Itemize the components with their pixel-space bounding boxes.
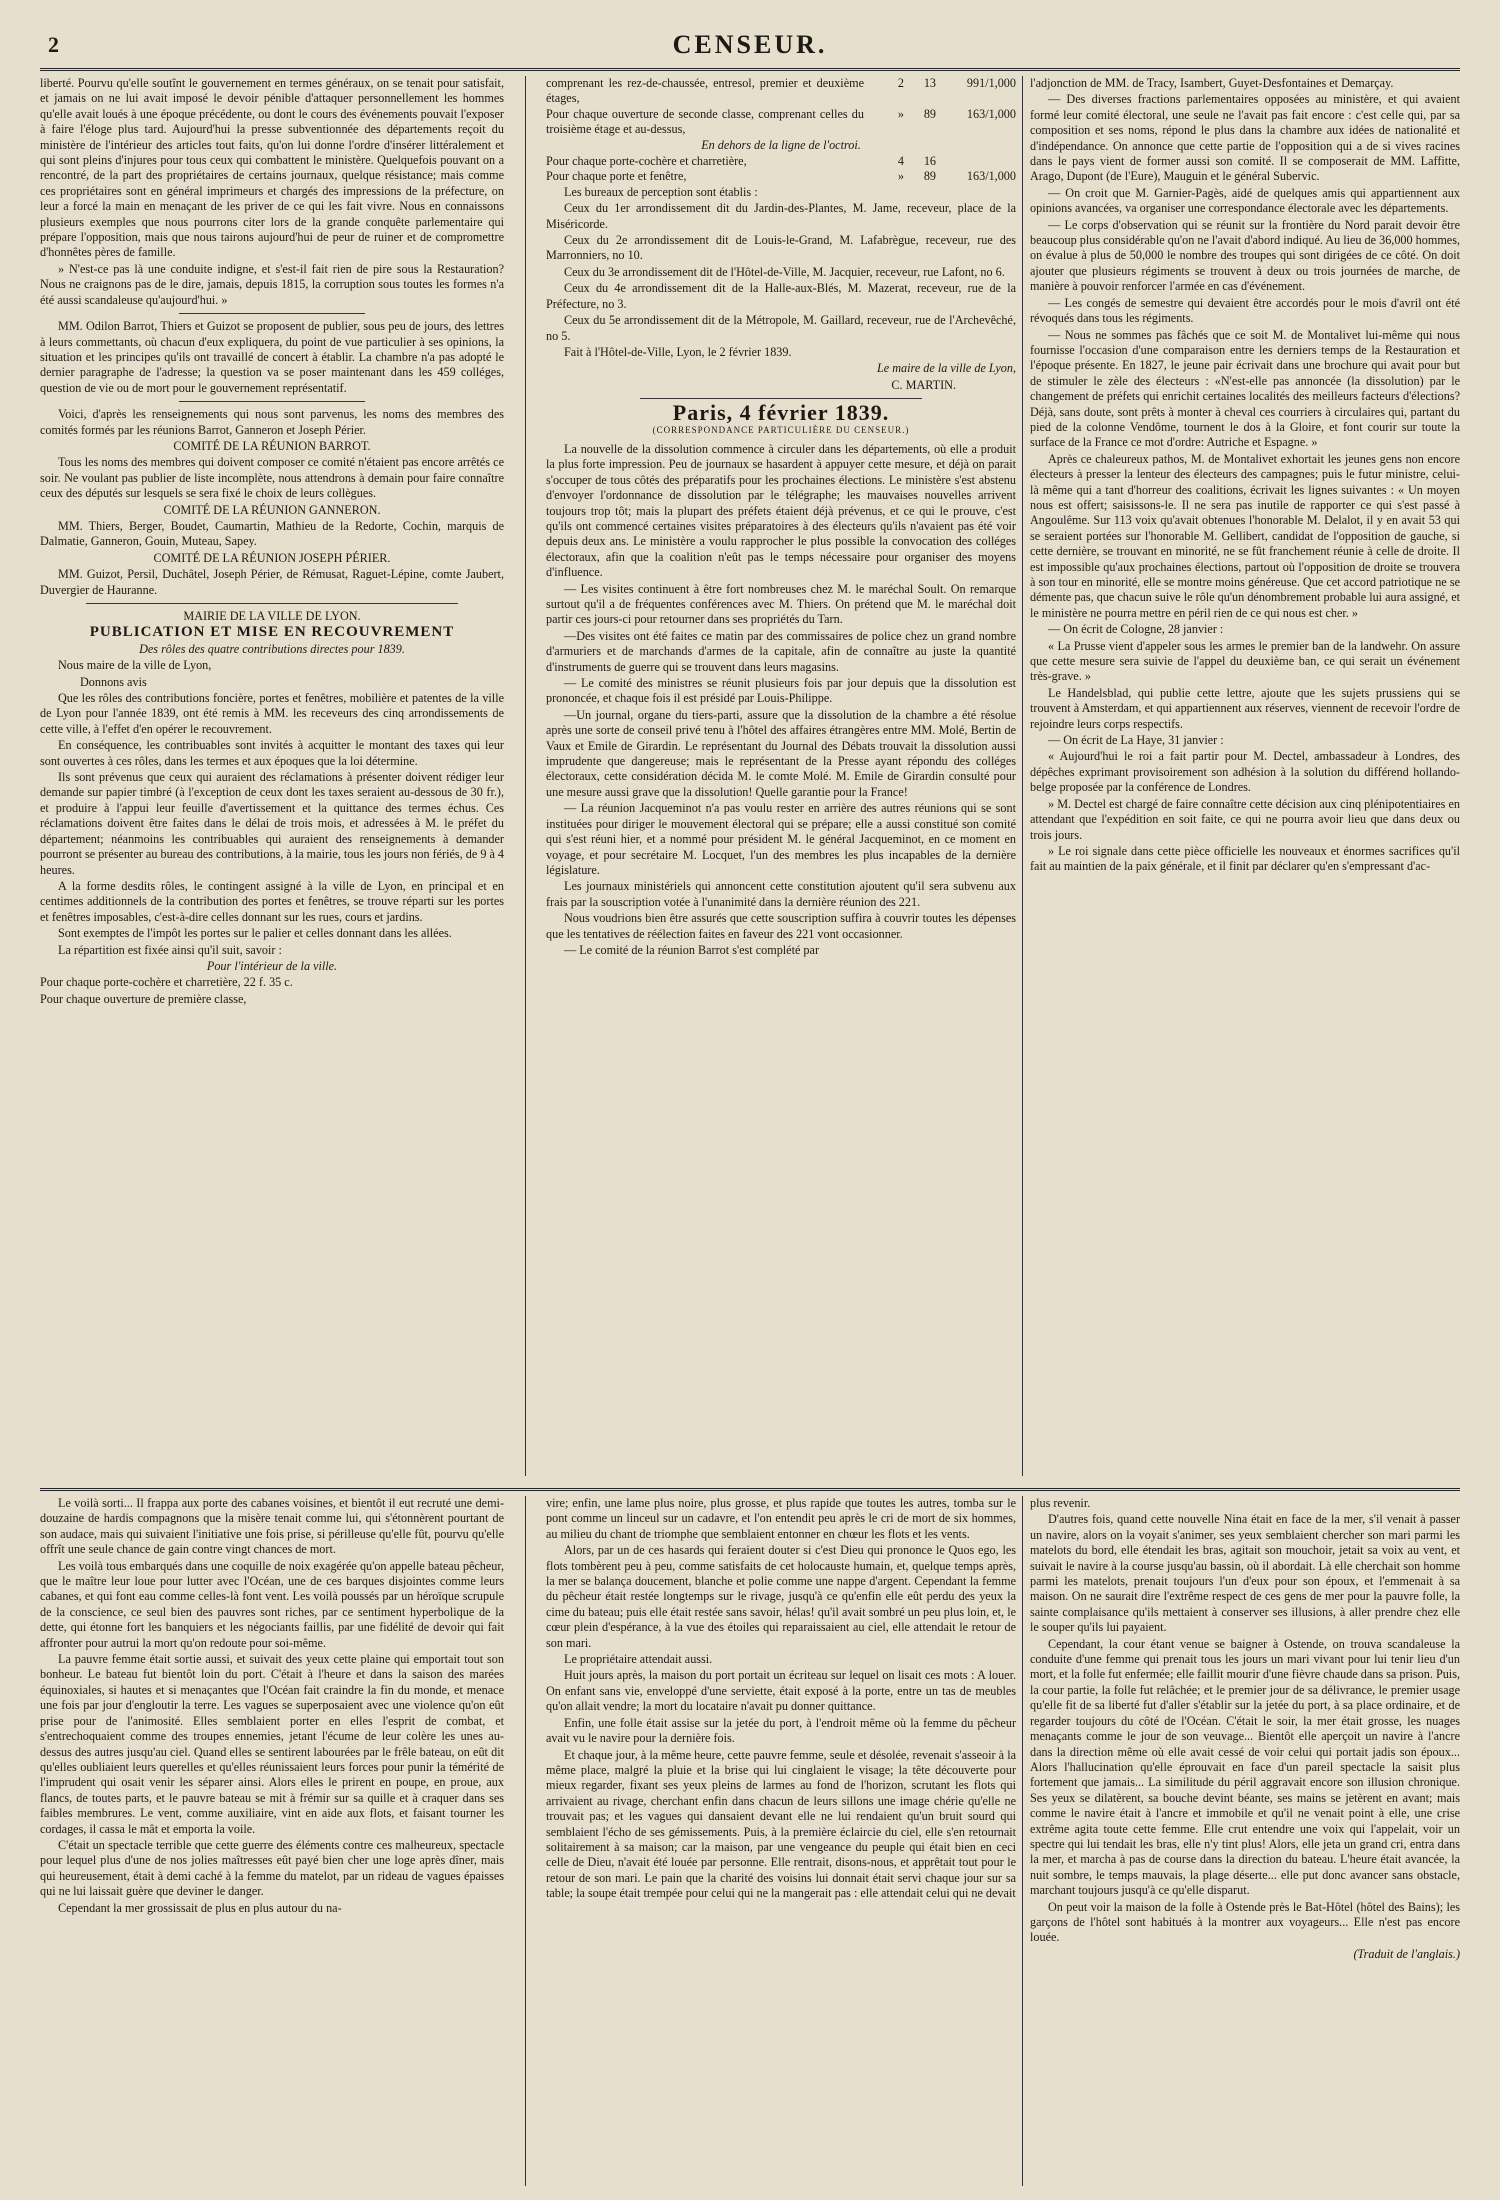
top-rule <box>40 68 1460 71</box>
correspondance-label: (CORRESPONDANCE PARTICULIÈRE DU CENSEUR.) <box>652 424 910 435</box>
paragraph: » N'est-ce pas là une conduite indigne, et s'est-il fait rien de pire sous la Restauration? Nous ne craignons pas de le dire, jamais, depuis 1815, la corruption sous toutes les formes n'a été aussi scandaleuse qu'aujourd'hui. » <box>40 261 504 307</box>
paragraph: — Nous ne sommes pas fâchés que ce soit M. de Montalivet lui-même qui nous fournisse l'occasion d'une comparaison entre les derniers temps de la Restauration et l'époque présente. En 1827, le jeune pair écrivait dans une brochure qui avait pour but de stimuler le zèle des électeurs : «N'est-elle pas annoncée (la dissolution) par le changement de préfets qui enrichit certaines localités des meilleurs facteurs d'élections? Déjà, sans doute, sont prêts à monter à cheval ces courriers à circulaires qui, partant du pied de la colonne Vendôme, tournent le dos à la Gloire, et font courir sur toute la surface de la France ce mot d'ordre: Autriche et Espagne. » <box>1030 327 1460 450</box>
translation-credit: (Traduit de l'anglais.) <box>1353 1946 1460 1961</box>
tax-row <box>546 154 1016 169</box>
paragraph: Enfin, une folle était assise sur la jetée du port, à l'endroit même où la femme du pêcheur avait vu le navire pour la dernière fois. <box>546 1715 1016 1746</box>
tax-label: Pour chaque porte et fenêtre, <box>546 169 687 184</box>
paragraph: La répartition est fixée ainsi qu'il suit, savoir : <box>58 942 282 957</box>
tax-row <box>546 76 1016 107</box>
publication-subtitle: Des rôles des quatre contributions directes pour 1839. <box>139 641 405 656</box>
tax-francs: 4 <box>897 154 904 169</box>
paragraph: plus revenir. <box>1030 1496 1091 1510</box>
feuilleton-rule <box>40 1488 1460 1491</box>
tax-label: comprenant les rez-de-chaussée, entresol, premier et deuxième étages, <box>546 76 864 106</box>
paragraph: — Le corps d'observation qui se réunit sur la frontière du Nord parait devoir être beaucoup plus considérable qu'on ne l'avait d'abord indiqué. Au lieu de 36,000 hommes, on évalue à plus de 50,000 le nombre des troupes qui sont dirigées de ce côté. On doit ajouter que plusieurs régiments se trouvent à deux ou trois journées de marche, de manière à pouvoir renforcer l'armée en cas d'événement. <box>1030 217 1460 294</box>
paragraph: Après ce chaleureux pathos, M. de Montalivet exhortait les jeunes gens non encore électeurs à presser la lenteur des électeurs des campagnes; puis le futur ministre, celui-là même qui a tant d'horreur des coalitions, écrivait les lignes suivantes : « Un moyen nous est offert; saisissons-le. Il ne sera pas inutile de rapporter ce qui s'est passé à Angoulême. Sur 113 voix qu'avait obtenues l'honorable M. Delalot, il y en avait 53 qui se seraient portées sur l'honorable M. Gellibert, candidat de l'opposition de gauche, si cette dernière, se trouvant en minorité, ne se fût franchement réunie à celle de droite. Il est impossible qu'aux prochaines élections, partout où l'opposition de droite se trouvera à son tour en minorité, elle se montre moins généreuse. Que cet accord patriotique ne se démente pas, que chacun suive le rôle qu'un dénombrement probable lui aura assigné, et le ministère ne pourra mettre en péril rien de ce qui nous est cher. » <box>1030 451 1460 620</box>
tax-centimes: 89 <box>923 169 936 184</box>
paragraph: Ceux du 2e arrondissement dit de Louis-le-Grand, M. Lafabrègue, receveur, rue des Marronniers, no 10. <box>546 233 1016 263</box>
pour-interieur: Pour l'intérieur de la ville. <box>206 958 338 973</box>
paragraph: — Des diverses fractions parlementaires opposées au ministère, et qui avaient formé leur comité électoral, une seule ne l'avait pas fait encore : c'est celle qui, par sa composition et ses noms, répond le plus dans la chambre aux idées de nationalité et d'indépendance. On annonce que cette partie de l'opposition qui a de si vives racines dans le pays vient de former aussi son comité. Il se composerait de MM. Laffitte, Arago, Dupont (de l'Eure), Mauguin et le général Subervic. <box>1030 92 1460 184</box>
tax-line: Pour chaque ouverture de première classe, <box>40 991 247 1006</box>
paragraph: « Aujourd'hui le roi a fait partir pour M. Dectel, ambassadeur à Londres, des dépêches exprimant provisoirement son adhésion à la solution du différend hollando-belge proposée par la conférence de Londres. <box>1030 749 1460 795</box>
tax-francs: » <box>897 106 904 121</box>
mairie-title: MAIRIE DE LA VILLE DE LYON. <box>183 609 361 623</box>
paragraph: Ceux du 1er arrondissement dit du Jardin-des-Plantes, M. Jame, receveur, place de la Miséricorde. <box>546 201 1016 231</box>
tax-francs: » <box>897 169 904 184</box>
paragraph: Ils sont prévenus que ceux qui auraient des réclamations à présenter doivent rédiger leur demande sur papier timbré (à l'exception de ceux dont les taxes seraient au-dessous de 30 fr.), et produire à l'appui leur feuille d'avertissement et la quittance des termes échus. Ces réclamations doivent être faites dans le délai de trois mois, et adressées à M. le préfet du département; néanmoins les contribuables qui auraient des renseignements à demander pourront se présenter au bureau des contributions, à la mairie, tous les jours non fériés, de 9 à 4 heures. <box>40 770 504 877</box>
paragraph: Ceux du 5e arrondissement dit de la Métropole, M. Gaillard, receveur, rue de l'Archevêché, no 5. <box>546 313 1016 343</box>
feuilleton-column-1 <box>40 1496 504 2186</box>
column-1 <box>40 76 504 1476</box>
feuilleton-column-2 <box>546 1496 1016 2186</box>
paragraph: Fait à l'Hôtel-de-Ville, Lyon, le 2 février 1839. <box>564 344 792 359</box>
feuilleton-column-3 <box>1030 1496 1460 2186</box>
paragraph: liberté. Pourvu qu'elle soutînt le gouvernement en termes généraux, on se tenait pour satisfait, et jamais on ne lui avait imposé le devoir pénible d'attaquer personnellement les hommes qu'elle avait loués à une époque précédente, ou dont le cours des événements pouvait l'exposer à faire l'éloge plus tard. Aujourd'hui la presse subventionnée des départements reçoit du ministère de l'intérieur des articles tout faits, qu'on lui donne l'ordre d'insérer littéralement et qui sont pleins d'injures pour tous ceux qui combattent le ministère. Quelquefois pouvant on a rencontré, de la part des propriétaires de certains journaux, quelque résistance; mais comme ces propriétaires sont en général imprimeurs et chargés des impressions de la préfecture, on leur a forcé la main en menaçant de les priver de ce qui les fait vivre. Nous en connaissons plusieurs exemples que nous pourrons citer lors de la grande conquête parlementaire qui prépare l'opposition, mais que nous tairons aujourd'hui de peur de ruiner et de compromettre d'honnêtes pères de famille. <box>40 76 504 260</box>
paragraph: — Les visites continuent à être fort nombreuses chez M. le maréchal Soult. On remarque surtout qu'il a de fréquentes conférences avec M. Thiers. On prétend que M. le maréchal doit partir ces jours-ci pour retourner dans ses propriétés du Tarn. <box>546 581 1016 627</box>
tax-fraction: 991/1,000 <box>966 76 1016 90</box>
paragraph: Et chaque jour, à la même heure, cette pauvre femme, seule et désolée, revenait s'asseoir à la même place, malgré la pluie et la brise qui lui cinglaient le visage; la tête découverte pour mieux regarder, fixant ses yeux pleins de larmes au fond de l'horizon, scrutant les flots qui arrivaient au rivage, cherchant enfin dans chacun de leurs sillons une image chérie qu'elle ne trouvait pas; et les vagues qui dansaient devant elle ne lui rendaient qu'un bruit sourd qui semblaient l'écho de ses gémissements. Puis, à la première éclaircie du ciel, elle s'en retournait solitairement à sa maison; car la maison, par une vengeance du peuple qui était bien en ceci celle de Dieu, n'avait été louée par personne. Elle rentrait, disons-nous, et apprêtait tout pour le retour de son mari. Le pain que la charité des voisins lui donnait était servi chaque jour sur sa table; la soupe était trempée pour celui qui ne la mangerait pas : elle attendait celui qui ne devait <box>546 1747 1016 1901</box>
tax-row <box>546 107 1016 138</box>
separator <box>640 398 922 399</box>
paragraph: « La Prusse vient d'appeler sous les armes le premier ban de la landwehr. On assure que cette mesure sera suivie de l'appel du deuxième ban, ce qui serait un événement très-grave. » <box>1030 638 1460 684</box>
paragraph: » M. Dectel est chargé de faire connaître cette décision aux cinq plénipotentiaires en attendant que l'expédition en soit faite, ce qui ne pourra avoir lieu que dans deux ou trois jours. <box>1030 796 1460 842</box>
column-divider <box>525 1496 526 2186</box>
page-header <box>40 24 1460 64</box>
paragraph: — Le comité des ministres se réunit plusieurs fois par jour depuis que la dissolution est prononcée, et chaque fois il est présidé par Louis-Philippe. <box>546 676 1016 706</box>
paragraph: En conséquence, les contribuables sont invités à acquitter le montant des taxes qui leur sont ouvertes à ces rôles, dans les termes et aux époques que la loi détermine. <box>40 738 504 768</box>
publication-title: PUBLICATION ET MISE EN RECOUVREMENT <box>89 624 455 641</box>
tax-fraction <box>936 154 1016 169</box>
masthead: CENSEUR. <box>672 30 828 59</box>
hors-octroi: En dehors de la ligne de l'octroi. <box>701 137 861 152</box>
paragraph: Huit jours après, la maison du port portait un écriteau sur lequel on lisait ces mots : A louer. On enfant sans vie, enveloppé d'une serviette, était exposé à la porte, entre un tas de meubles qu'on allait vendre; la mort du locataire n'avait pu donner quittance. <box>546 1668 1016 1714</box>
paragraph: MM. Odilon Barrot, Thiers et Guizot se proposent de publier, sous peu de jours, des lettres à leurs commettants, où chacun d'eux expliquera, du point de vue particulier à ses opinions, la situation et les principes qu'ils ont travaillé de concert à établir. La chambre n'a pas adopté le dernier paragraphe de l'adresse; la question va se poser maintenant dans les 459 colléges, question de vie ou de mort pour le gouvernement représentatif. <box>40 319 504 395</box>
paragraph: Ceux du 3e arrondissement dit de l'Hôtel-de-Ville, M. Jacquier, receveur, rue Lafont, no 6. <box>564 264 1005 279</box>
tax-fraction: 163/1,000 <box>966 106 1016 121</box>
column-divider <box>1022 76 1023 1476</box>
paragraph: vire; enfin, une lame plus noire, plus grosse, et plus rapide que toutes les autres, tomba sur le pont comme un linceul sur un cadavre, et l'on entendit peu après le cri de mort de six hommes, au milieu du chant de triomphe que semblaient entonner en chœur les flots et les vents. <box>546 1496 1016 1541</box>
column-2 <box>546 76 1016 1476</box>
paragraph: A la forme desdits rôles, le contingent assigné à la ville de Lyon, en principal et en centimes additionnels de la contribution des portes et fenêtres, se trouve réparti sur les portes et fenêtres imposables, c'est-à-dire celles donnant sur les rues, cours et jardins. <box>40 878 504 924</box>
column-3 <box>1030 76 1460 1476</box>
paragraph: MM. Guizot, Persil, Duchâtel, Joseph Périer, de Rémusat, Raguet-Lépine, comte Jaubert, Duvergier de Hauranne. <box>40 567 504 597</box>
paragraph: Donnons avis <box>80 674 147 689</box>
paragraph: Sont exemptes de l'impôt les portes sur le palier et celles donnant dans les allées. <box>58 926 452 941</box>
paragraph: » Le roi signale dans cette pièce officielle les nouveaux et énormes sacrifices qu'il fait au maintien de la paix générale, et il finit par déclarer qu'en s'empressant d'ac- <box>1030 843 1460 874</box>
paragraph: La nouvelle de la dissolution commence à circuler dans les départements, où elle a produit la plus forte impression. Peu de journaux se hasardent à appuyer cette mesure, et déjà on parait s'occuper de tous côtés des préparatifs pour les prochaines élections. Le ministère s'est abstenu d'envoyer l'ordonnance de dissolution par le télégraphe; les mauvaises nouvelles arrivent toujours trop tôt; mais la plupart des préfets étaient déjà prévenus, et ce qui le prouve, c'est qu'ils ont commencé certaines visites préparatoires à des électeurs qu'ils n'avaient pas été voir depuis deux ans. Le ministère a voulu rapprocher le plus possible la convocation des colléges électoraux, afin que la coalition n'eût pas le temps nécessaire pour organiser des moyens d'influence. <box>546 441 1016 580</box>
page-number: 2 <box>48 32 59 57</box>
tax-row <box>546 169 1016 184</box>
paragraph: — On écrit de Cologne, 28 janvier : <box>1048 622 1224 637</box>
paragraph: — La réunion Jacqueminot n'a pas voulu rester en arrière des autres réunions qui se sont instituées pour diriger le mouvement électoral qui se prépare; elle a aussi constitué son comité qui s'est réuni hier, et a nommé pour président M. le général Jacqueminot, en ce moment en voyage, et pour secrétaire M. Locquet, l'un des membres les plus incapables de la dernière législature. <box>546 801 1016 877</box>
paragraph: Cependant la mer grossissait de plus en plus autour du na- <box>58 1900 342 1915</box>
paragraph: —Des visites ont été faites ce matin par des commissaires de police chez un grand nombre d'armuriers et de marchands d'armes de la capitale, afin de connaître au juste la quantité d'instruments de guerre qui se trouvent dans leurs magasins. <box>546 628 1016 674</box>
paragraph: Ceux du 4e arrondissement dit de la Halle-aux-Blés, M. Mazerat, receveur, rue de la Préfecture, no 3. <box>546 281 1016 311</box>
paragraph: Le Handelsblad, qui publie cette lettre, ajoute que les sujets prussiens qui se trouvent à Amsterdam, et qui appartiennent aux réserves, viennent de recevoir l'ordre de rejoindre leurs corps respectifs. <box>1030 685 1460 731</box>
separator <box>179 313 365 314</box>
paris-heading: Paris, 4 février 1839. <box>672 400 890 426</box>
tax-label: Pour chaque ouverture de seconde classe, comprenant celles du troisième étage et au-dessus, <box>546 106 864 137</box>
tax-line: Pour chaque porte-cochère et charretière, 22 f. 35 c. <box>40 975 293 990</box>
paragraph: Les journaux ministériels qui annoncent cette constitution ajoutent qu'il sera subvenu aux frais par la souscription votée à l'unanimité dans la dernière réunion des 221. <box>546 879 1016 909</box>
paragraph: l'adjonction de MM. de Tracy, Isambert, Guyet-Desfontaines et Demarçay. <box>1030 76 1394 90</box>
column-divider <box>1022 1496 1023 2186</box>
paragraph: — On écrit de La Haye, 31 janvier : <box>1048 733 1224 748</box>
paragraph: On peut voir la maison de la folle à Ostende près le Bat-Hôtel (hôtel des Bains); les garçons de l'hôtel sont habitués à la montrer aux voyageurs... Elle n'est pas encore louée. <box>1030 1899 1460 1945</box>
tax-francs: 2 <box>897 76 904 90</box>
paragraph: D'autres fois, quand cette nouvelle Nina était en face de la mer, s'il venait à passer un navire, alors on la voyait s'animer, ses yeux semblaient chercher son mari parmi les matelots du bord, elle étendait les bras, agitait son mouchoir, jetait sa voix au vent, et suivait le navire à la course jusqu'au bassin, où il abordait. Là elle cherchait son homme parmi les matelots, prenait toujours l'un d'eux pour son époux, et l'emmenait à sa maison. On ne saurait dire l'extrême respect de ces gens de mer pour la pauvre folle, la sainte complaisance qu'ils mettaient à conserver ses illusions, à aller prendre chez elle le souper qu'ils lui payaient. <box>1030 1512 1460 1635</box>
paragraph: Nous voudrions bien être assurés que cette souscription suffira à couvrir toutes les dépenses que les tentatives de réélection faites en faveur des 221 vont occasionner. <box>546 911 1016 941</box>
paragraph: MM. Thiers, Berger, Boudet, Caumartin, Mathieu de la Redorte, Cochin, marquis de Dalmatie, Ganneron, Gouin, Muteau, Sapey. <box>40 518 504 549</box>
paragraph: Voici, d'après les renseignements qui nous sont parvenus, les noms des membres des comités formés par les réunions Barrot, Ganneron et Joseph Périer. <box>40 407 504 437</box>
column-divider <box>525 76 526 1476</box>
paragraph: Tous les noms des membres qui doivent composer ce comité n'étaient pas encore arrêtés ce soir. Ne voulant pas publier de liste incomplète, nous attendrons à demain pour faire connaître ceux des députés sur lesquels se sera fixé le choix de leurs collègues. <box>40 455 504 501</box>
comite-perier-title: COMITÉ DE LA RÉUNION JOSEPH PÉRIER. <box>153 550 391 565</box>
paragraph: La pauvre femme était sortie aussi, et suivait des yeux cette plaine qui emportait tout son bonheur. Le bateau fut bientôt loin du port. C'était à l'heure et dans la saison des marées équinoxiales, si hautes et si menaçantes que l'Océan fait craindre la fin du monde, et menace une fois par jour d'engloutir la terre. Les vagues se superposaient avec une violence qu'on eût prise pour de l'animosité. Elles semblaient porter en elles l'esprit de combat, et s'entrechoquaient comme des troupes ennemies, jetant l'écume de leur colère les unes au-dessus des autres jusqu'au ciel. Quand elles se sentirent labourées par le frêle bateau, on eût dit qu'elles oubliaient leurs querelles et qu'elles réunissaient leurs forces pour punir la témérité de l'imprudent qui osait venir les séparer ainsi. Alors elles le prirent en poupe, en proue, aux flancs, de toutes parts, et le pauvre bateau se mit à frémir sur sa quille et à craquer dans ses faibles membrures. Le vent, comme auxiliaire, vint en aide aux flots, et faisant tourner les cordages, il cassa le mât et emporta la voile. <box>40 1652 504 1836</box>
separator <box>179 401 365 402</box>
tax-centimes: 89 <box>923 106 936 121</box>
paragraph: —Un journal, organe du tiers-parti, assure que la dissolution de la chambre a été résolue après une sorte de conseil privé tenu à l'hôtel des affaires étrangères entre MM. Molé, Bertin de Vaux et Emile de Girardin. Le représentant du Journal des Débats trouvait la dissolution aussi imprudente que dangereuse; mais le représentant de la Presse ayant répondu des colléges électoraux, cette considération décida M. le comte Molé. M. Emile de Girardin consulté pour une mesure aussi grave que la dissolution! Quelle garantie pour la France! <box>546 707 1016 799</box>
paragraph: Le propriétaire attendait aussi. <box>564 1652 713 1667</box>
paragraph: C'était un spectacle terrible que cette guerre des éléments contre ces malheureux, spectacle pour lequel plus d'une de nos jolies maîtresses eût payé bien cher une loge après dîner, mais qui heureusement, était à demi caché à la femme du matelot, par un rideau de vagues épaisses qui ne lui laissait guère que deviner le danger. <box>40 1837 504 1899</box>
paragraph: Nous maire de la ville de Lyon, <box>58 658 212 673</box>
comite-barrot-title: COMITÉ DE LA RÉUNION BARROT. <box>173 438 371 453</box>
signature-name: C. MARTIN. <box>891 377 956 392</box>
tax-centimes: 16 <box>923 154 936 169</box>
paragraph: — Le comité de la réunion Barrot s'est complété par <box>564 942 819 957</box>
tax-label: Pour chaque porte-cochère et charretière, <box>546 154 747 169</box>
paragraph: Le voilà sorti... Il frappa aux porte des cabanes voisines, et bientôt il eut recruté une demi-douzaine de hardis compagnons que la misère tenait comme lui, qui s'étonnèrent pourtant de son audace, mais qui suivaient l'initiative une fois prise, si périlleuse qu'elle fût, pourvu qu'elle offrît une seule chance de gain contre vingt chances de mort. <box>40 1496 504 1557</box>
tax-fraction: 163/1,000 <box>966 169 1016 184</box>
paragraph: — On croit que M. Garnier-Pagès, aidé de quelques amis qui appartiennent aux opinions avancées, va organiser une correspondance électorale avec les départements. <box>1030 185 1460 216</box>
paragraph: Les voilà tous embarqués dans une coquille de noix exagérée qu'on appelle bateau pêcheur, que le maître leur loue pour lutter avec l'Océan, une de ces barques disjointes comme leurs cabanes, et qui font eau comme celles-là font vent. Les voilà poussés par un héroïque scrupule de la conscience, ce seul bien des pauvres sont riches, par ce sentiment hyperbolique de la dette, qui étonne fort les banquiers et les négociants faillis, par une fidélité de devoir qui fait affronter pour autrui la mort qu'on redoute pour soi-même. <box>40 1558 504 1650</box>
tax-centimes: 13 <box>923 76 936 90</box>
paragraph: Les bureaux de perception sont établis : <box>564 184 758 199</box>
paragraph: Que les rôles des contributions foncière, portes et fenêtres, mobilière et patentes de la ville de Lyon pour l'année 1839, ont été remis à MM. les receveurs des cinq arrondissements de cette ville, à l'effet d'en opérer le recouvrement. <box>40 691 504 736</box>
paragraph: — Les congés de semestre qui devaient être accordés pour le mois d'avril ont été révoqués dans tous les régiments. <box>1030 295 1460 326</box>
paragraph: Alors, par un de ces hasards qui feraient douter si c'est Dieu qui prononce le Quos ego, les flots tombèrent peu à peu, comme satisfaits de cet holocauste humain, et, quelque temps après, la mer se balança doucement, blanche et polie comme une nappe d'argent. Cependant la femme du pêcheur était restée longtemps sur le rivage, jusqu'à ce qu'enfin elle eût perdu des yeux la cime du bateau; puis elle était restée sans savoir, hélas! qu'il avait sombré un peu plus loin, et, le cœur plein d'espérance, à la vue des étoiles qui reparaissaient au ciel, elle attendait le retour de son mari. <box>546 1543 1016 1650</box>
signature-role: Le maire de la ville de Lyon, <box>877 361 1016 376</box>
paragraph: Cependant, la cour étant venue se baigner à Ostende, on trouva scandaleuse la conduite d'une femme qui prenait tous les jours un mari vivant pour lui tenir lieu d'un mort, et la folle fut enfermée; elle faillit mourir d'une fièvre chaude dans sa prison. Puis, la cour partie, la folle fut relâchée; et le premier jour de sa délivrance, le premier usage qu'elle fit de sa liberté fut d'aller s'établir sur la jetée du port, à sa place ordinaire, et de regarder toujours du côté de l'Océan. C'était le soir, la mer était grosse, les nuages menaçants comme le jour de son veuvage... Bientôt elle aperçoit un navire à l'ancre dans la direction même où elle avait cessé de voir celui qui portait jadis son époux... Alors l'hallucination qu'elle éprouvait en face d'un pareil spectacle la saisit plus fortement que jamais... La similitude du péril aggravait encore son illusion chronique. Ses yeux se dilatèrent, sa bouche devint béante, ses mains se jetèrent en avant; mais comme le navire était à l'ancre et immobile et qu'il ne venait point à elle, une crise extrême agita toute cette femme. Elle crut entendre une voix qui l'appelait, voir un spectre qui lui tendait les bras, elle n'y tint plus! Alors, elle jeta un grand cri, entra dans la mer, et marcha à pas de course dans la direction du bateau. L'heure était avancée, la nuit sombre, le temps mauvais, la plage déserte... elle put donc avancer sans obstacle, marchant toujours jusqu'à ce qu'elle disparut. <box>1030 1636 1460 1898</box>
comite-ganneron-title: COMITÉ DE LA RÉUNION GANNERON. <box>163 502 381 517</box>
separator <box>86 603 457 604</box>
